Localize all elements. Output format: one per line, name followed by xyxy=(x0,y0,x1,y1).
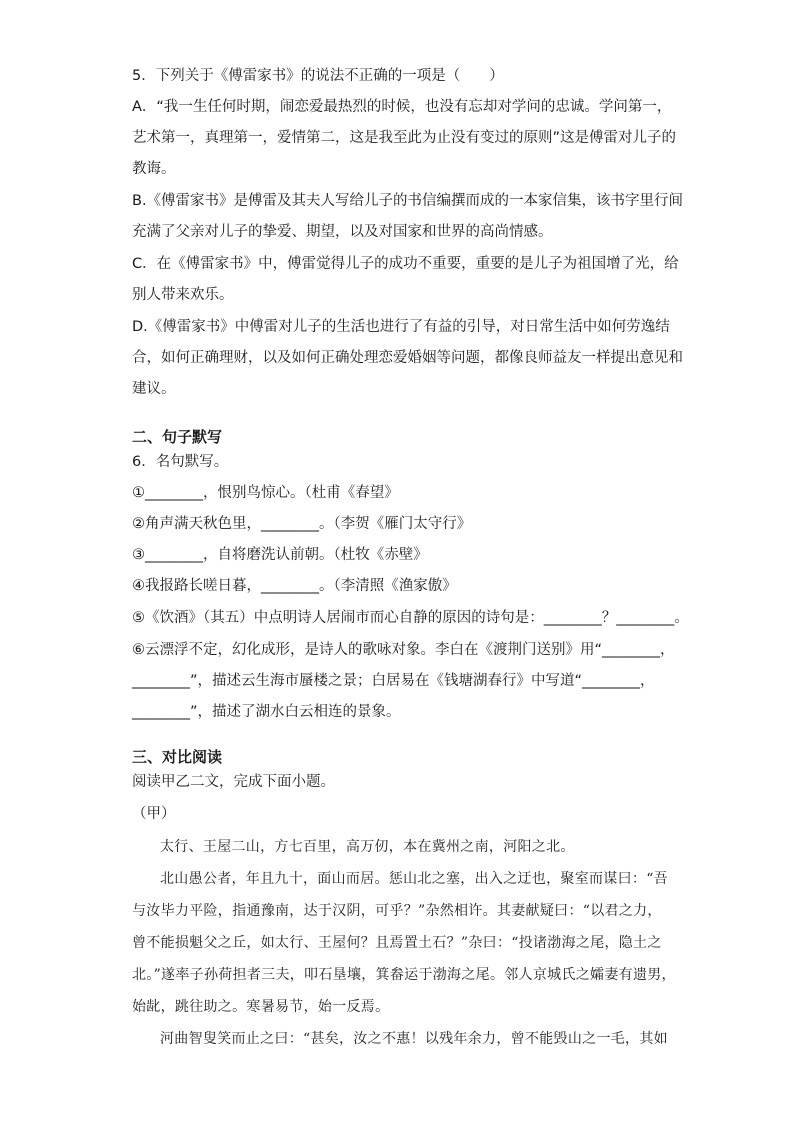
passage-line-1: 太行、王屋二山，方七百里，高万仞，本在冀州之南，河阳之北。 xyxy=(160,839,575,855)
q5-option-b-line1: B.《傅雷家书》是傅雷及其夫人写给儿子的书信编撰而成的一本家信集，该书字里行间 xyxy=(132,193,684,209)
q6-item-1: ①________，恨别鸟惊心。（杜甫《春望》 xyxy=(132,485,399,501)
q5-stem: 5．下列关于《傅雷家书》的说法不正确的一项是（ ） xyxy=(132,68,504,84)
q5-option-c-line1: C．在《傅雷家书》中，傅雷觉得儿子的成功不重要，重要的是儿子为祖国增了光，给 xyxy=(132,256,679,272)
passage-line-2: 北山愚公者，年且九十，面山而居。惩山北之塞，出入之迂也，聚室而谋曰：“吾 xyxy=(160,871,668,887)
section2-heading: 二、句子默写 xyxy=(132,428,223,446)
passage-line-3: 与汝毕力平险，指通豫南，达于汉阴，可乎？”杂然相许。其妻献疑曰：“以君之力， xyxy=(132,903,662,919)
q6-item-6-line1: ⑥云漂浮不定，幻化成形，是诗人的歌咏对象。李白在《渡荆门送别》用“________， xyxy=(132,642,675,658)
q6-item-6-line2: ________”，描述云生海市蜃楼之景；白居易在《钱塘湖春行》中写道“________， xyxy=(132,673,655,689)
passage-jia-label: （甲） xyxy=(132,806,176,822)
passage-line-6: 始龀，跳往助之。寒暑易节，始一反焉。 xyxy=(132,999,390,1015)
q6-item-3: ③________，自将磨洗认前朝。（杜牧《赤壁》 xyxy=(132,547,428,563)
q6-item-2: ②角声满天秋色里，________。（李贺《雁门太守行》 xyxy=(132,516,472,532)
passage-line-7: 河曲智叟笑而止之曰：“甚矣，汝之不惠！以残年余力，曾不能毁山之一毛，其如 xyxy=(160,1031,668,1047)
q6-item-4: ④我报路长嗟日暮，________。（李清照《渔家傲》 xyxy=(132,578,457,594)
passage-line-4: 曾不能损魁父之丘，如太行、王屋何？且焉置土石？”杂曰：“投诸渤海之尾，隐土之 xyxy=(132,935,662,951)
q5-option-a-line2: 艺术第一，真理第一，爱情第二，这是我至此为止没有变过的原则”这是傅雷对儿子的 xyxy=(132,130,677,146)
q6-item-6-line3: ________”，描述了湖水白云相连的景象。 xyxy=(132,704,401,720)
passage-line-5: 北。”遂率子孙荷担者三夫，叩石垦壤，箕畚运于渤海之尾。邻人京城氏之孀妻有遗男， xyxy=(132,967,676,983)
q6-item-5: ⑤《饮酒》（其五）中点明诗人居闹市而心自静的原因的诗句是：________？________。 xyxy=(132,610,689,626)
q5-option-d-line1: D.《傅雷家书》中傅雷对儿子的生活也进行了有益的引导，对日常生活中如何劳逸结 xyxy=(132,319,670,335)
q5-option-c-line2: 别人带来欢乐。 xyxy=(132,287,234,303)
q5-option-b-line2: 充满了父亲对儿子的挚爱、期望，以及对国家和世界的高尚情感。 xyxy=(132,224,553,240)
q5-option-d-line3: 建议。 xyxy=(132,381,176,397)
q5-option-d-line2: 合，如何正确理财，以及如何正确处理恋爱婚姻等问题，都像良师益友一样提出意见和 xyxy=(132,350,683,366)
q5-option-a-line1: A．“我一生任何时期，闹恋爱最热烈的时候，也没有忘却对学问的忠诚。学问第一， xyxy=(132,99,672,115)
q5-option-a-line3: 教诲。 xyxy=(132,161,176,177)
q6-stem: 6．名句默写。 xyxy=(132,454,229,470)
section3-heading: 三、对比阅读 xyxy=(132,748,223,766)
section3-intro: 阅读甲乙二文，完成下面小题。 xyxy=(132,774,335,790)
